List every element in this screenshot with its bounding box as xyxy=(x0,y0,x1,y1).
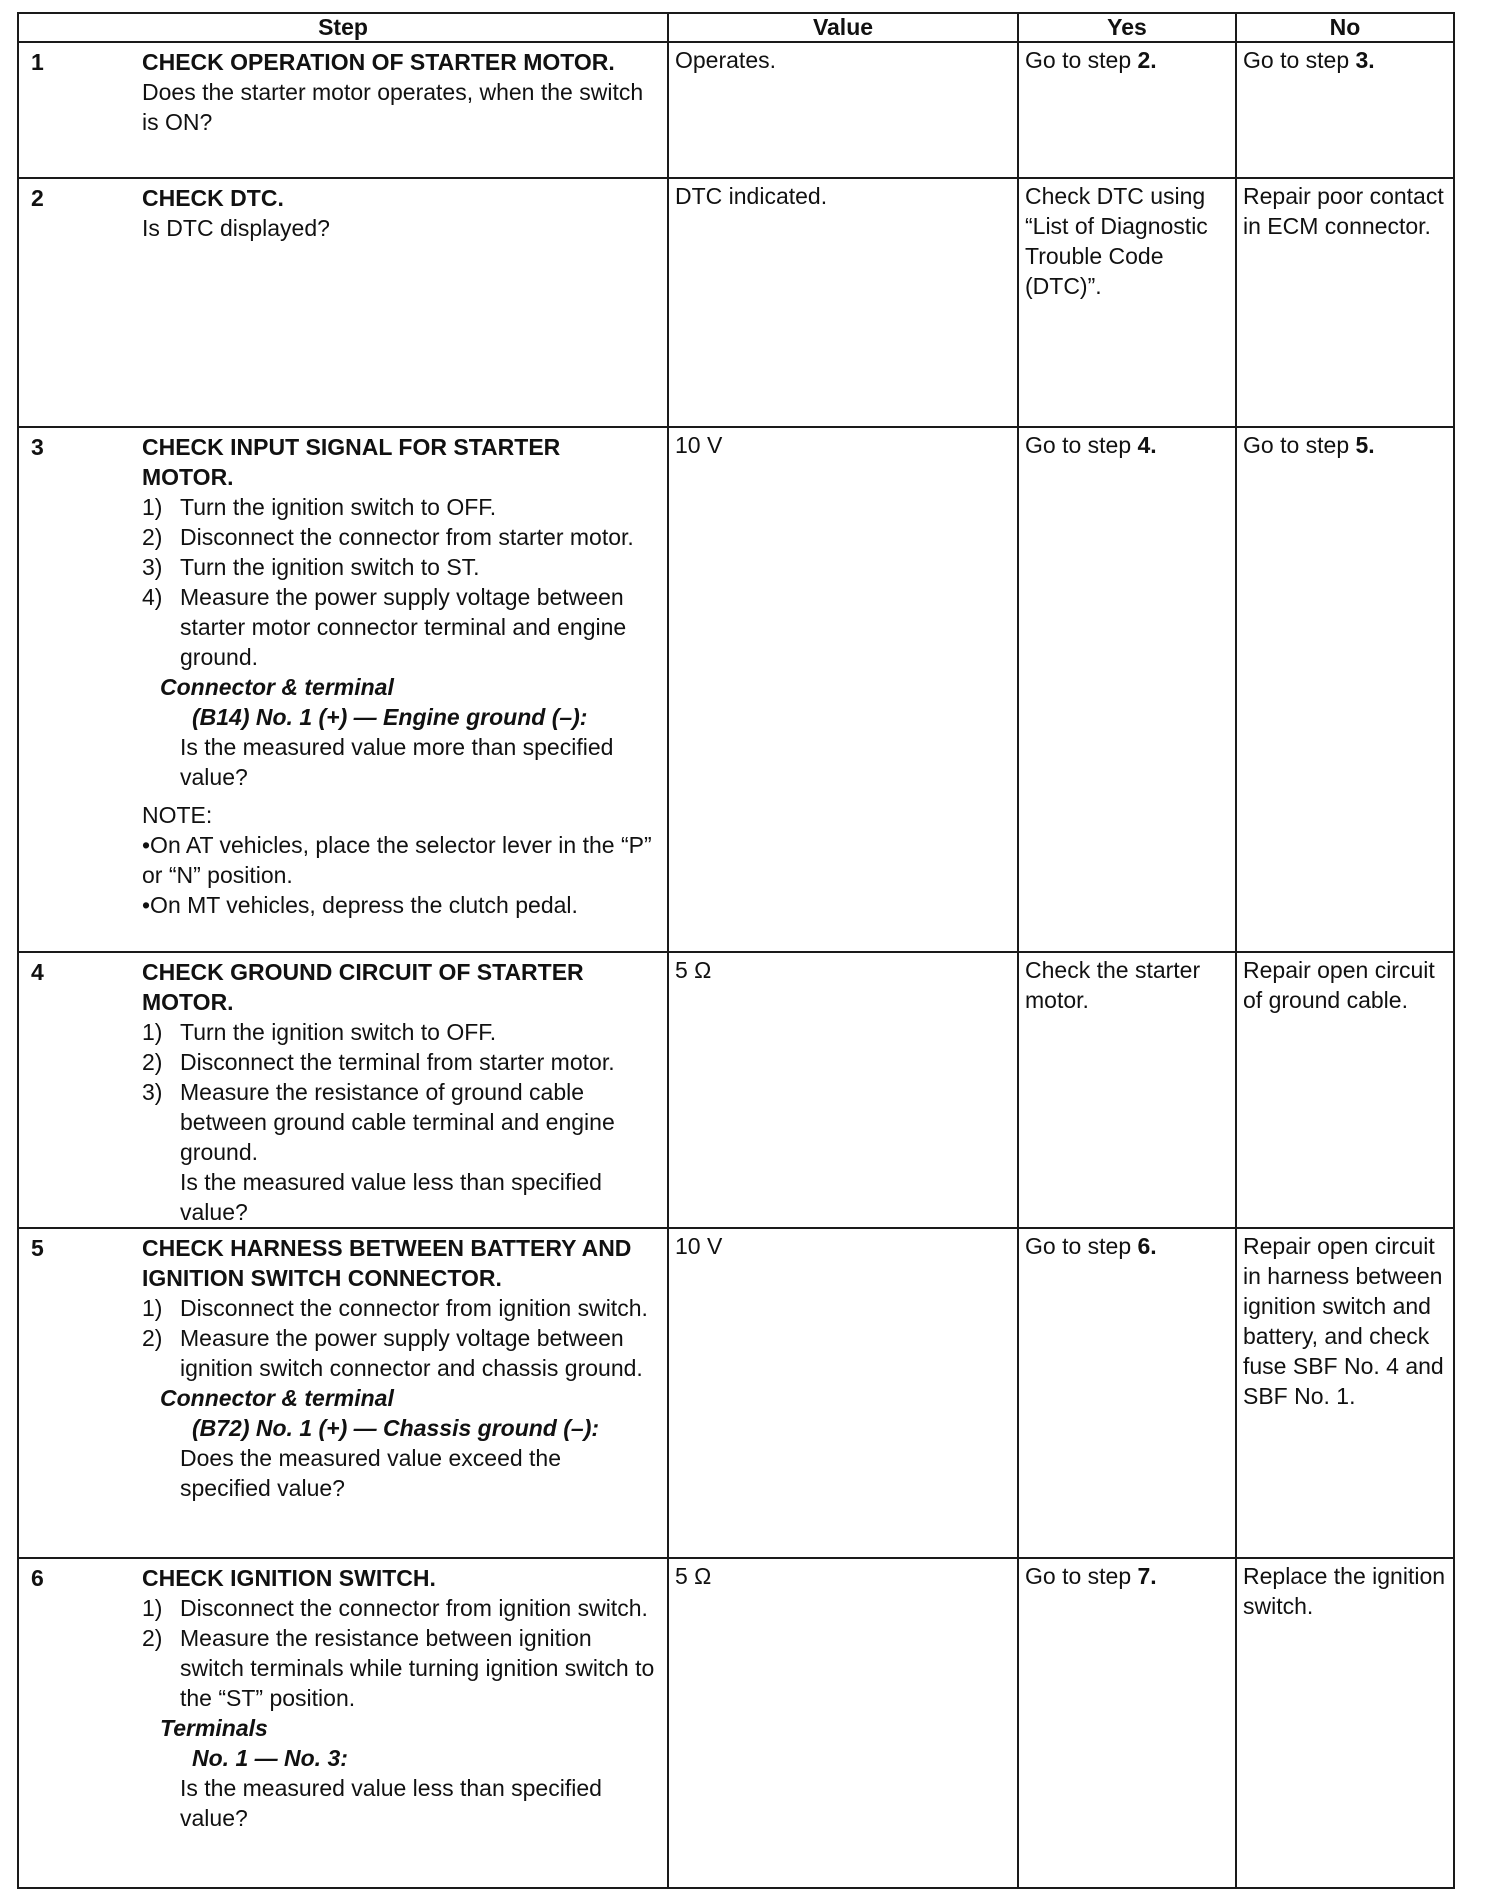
note-item: •On AT vehicles, place the selector lever in the “P” or “N” position. xyxy=(142,832,652,888)
item-text: Measure the resistance of ground cable between ground cable terminal and engine ground. xyxy=(180,1079,615,1165)
note xyxy=(142,800,655,920)
yes-cell xyxy=(1018,42,1236,178)
step-number: 4 xyxy=(31,959,44,985)
list-item xyxy=(142,1017,655,1047)
item-number: 1) xyxy=(142,1595,163,1621)
step-cell xyxy=(18,952,668,1228)
step-number: 1 xyxy=(31,49,44,75)
step-cell xyxy=(18,1228,668,1558)
step-cell xyxy=(18,1558,668,1888)
no-step-ref: 5. xyxy=(1355,432,1375,458)
step-number: 2 xyxy=(31,185,44,211)
yes-cell xyxy=(1018,1228,1236,1558)
step-question: Is the measured value more than specified value? xyxy=(180,734,614,790)
step-number: 3 xyxy=(31,434,44,460)
step-title: CHECK HARNESS BETWEEN BATTERY AND IGNITION SWITCH CONNECTOR. xyxy=(142,1235,632,1291)
connector-terminal: (B72) No. 1 (+) — Chassis ground (–): xyxy=(192,1415,600,1441)
no-step-ref: 3. xyxy=(1355,47,1375,73)
list-item xyxy=(142,552,655,582)
step-title: CHECK OPERATION OF STARTER MOTOR. xyxy=(142,49,615,75)
no-cell: Repair poor contact in ECM connector. xyxy=(1236,178,1454,427)
no-cell: Replace the ignition switch. xyxy=(1236,1558,1454,1888)
no-text: Go to step xyxy=(1243,432,1350,458)
value-cell: 10 V xyxy=(668,427,1018,952)
list-item xyxy=(142,1047,655,1077)
item-number: 1) xyxy=(142,1019,163,1045)
value-cell: 10 V xyxy=(668,1228,1018,1558)
yes-text: Go to step xyxy=(1025,432,1132,458)
item-number: 2) xyxy=(142,1325,163,1351)
no-cell xyxy=(1236,427,1454,952)
step-number: 5 xyxy=(31,1235,44,1261)
item-text: Turn the ignition switch to OFF. xyxy=(180,1019,497,1045)
no-cell: Repair open circuit of ground cable. xyxy=(1236,952,1454,1228)
list-item xyxy=(142,1323,655,1383)
list-item xyxy=(142,582,655,672)
item-number: 3) xyxy=(142,1079,163,1105)
table-row xyxy=(18,42,1454,178)
item-number: 1) xyxy=(142,494,163,520)
step-question: Is the measured value less than specified value? xyxy=(180,1775,602,1831)
yes-cell: Check DTC using “List of Diagnostic Trouble Code (DTC)”. xyxy=(1018,178,1236,427)
step-question: Does the measured value exceed the specified value? xyxy=(180,1445,562,1501)
yes-text: Go to step xyxy=(1025,47,1132,73)
diagnostic-table xyxy=(17,12,1455,1889)
table-row xyxy=(18,1558,1454,1888)
terminals-label: Terminals xyxy=(160,1715,268,1741)
step-question: Is the measured value less than specified value? xyxy=(180,1169,602,1225)
table-row xyxy=(18,952,1454,1228)
step-number: 6 xyxy=(31,1565,44,1591)
no-cell xyxy=(1236,42,1454,178)
header-yes: Yes xyxy=(1018,13,1236,42)
step-title: CHECK DTC. xyxy=(142,185,284,211)
value-cell: 5 Ω xyxy=(668,952,1018,1228)
step-question: Is DTC displayed? xyxy=(142,215,330,241)
step-cell xyxy=(18,427,668,952)
yes-text: Go to step xyxy=(1025,1233,1132,1259)
step-title: CHECK GROUND CIRCUIT OF STARTER MOTOR. xyxy=(142,959,584,1015)
value-cell: 5 Ω xyxy=(668,1558,1018,1888)
note-item: •On MT vehicles, depress the clutch pedal. xyxy=(142,892,578,918)
step-question: Does the starter motor operates, when the switch is ON? xyxy=(142,79,644,135)
item-text: Disconnect the connector from ignition switch. xyxy=(180,1595,648,1621)
yes-step-ref: 2. xyxy=(1137,47,1157,73)
list-item xyxy=(142,1293,655,1323)
value-cell: DTC indicated. xyxy=(668,178,1018,427)
no-cell: Repair open circuit in harness between ignition switch and battery, and check fuse SBF No. 4 and SBF No. 1. xyxy=(1236,1228,1454,1558)
table-row xyxy=(18,1228,1454,1558)
item-number: 1) xyxy=(142,1295,163,1321)
yes-step-ref: 7. xyxy=(1137,1563,1157,1589)
item-text: Disconnect the connector from ignition switch. xyxy=(180,1295,648,1321)
item-text: Measure the power supply voltage between ignition switch connector and chassis ground. xyxy=(180,1325,643,1381)
item-text: Turn the ignition switch to OFF. xyxy=(180,494,497,520)
header-row xyxy=(18,13,1454,42)
connector-label: Connector & terminal xyxy=(160,674,394,700)
step-cell xyxy=(18,42,668,178)
table-row xyxy=(18,178,1454,427)
item-number: 2) xyxy=(142,1049,163,1075)
list-item xyxy=(142,1077,655,1167)
step-title: CHECK INPUT SIGNAL FOR STARTER MOTOR. xyxy=(142,434,561,490)
value-cell: Operates. xyxy=(668,42,1018,178)
yes-cell: Check the starter motor. xyxy=(1018,952,1236,1228)
step-cell xyxy=(18,178,668,427)
list-item xyxy=(142,1593,655,1623)
yes-step-ref: 4. xyxy=(1137,432,1157,458)
item-number: 2) xyxy=(142,524,163,550)
item-text: Measure the power supply voltage between starter motor connector terminal and engine ground. xyxy=(180,584,627,670)
item-text: Turn the ignition switch to ST. xyxy=(180,554,480,580)
item-number: 2) xyxy=(142,1625,163,1651)
list-item xyxy=(142,522,655,552)
list-item xyxy=(142,1623,655,1713)
header-step: Step xyxy=(18,13,668,42)
terminals-spec: No. 1 — No. 3: xyxy=(192,1745,348,1771)
table-row xyxy=(18,427,1454,952)
step-title: CHECK IGNITION SWITCH. xyxy=(142,1565,436,1591)
note-title: NOTE: xyxy=(142,802,213,828)
connector-terminal: (B14) No. 1 (+) — Engine ground (–): xyxy=(192,704,588,730)
item-number: 4) xyxy=(142,584,163,610)
yes-text: Go to step xyxy=(1025,1563,1132,1589)
no-text: Go to step xyxy=(1243,47,1350,73)
connector-label: Connector & terminal xyxy=(160,1385,394,1411)
item-number: 3) xyxy=(142,554,163,580)
header-value: Value xyxy=(668,13,1018,42)
yes-step-ref: 6. xyxy=(1137,1233,1157,1259)
yes-cell xyxy=(1018,1558,1236,1888)
item-text: Disconnect the terminal from starter motor. xyxy=(180,1049,615,1075)
item-text: Disconnect the connector from starter motor. xyxy=(180,524,634,550)
header-no: No xyxy=(1236,13,1454,42)
list-item xyxy=(142,492,655,522)
item-text: Measure the resistance between ignition switch terminals while turning ignition switch to the “ST” position. xyxy=(180,1625,655,1711)
yes-cell xyxy=(1018,427,1236,952)
